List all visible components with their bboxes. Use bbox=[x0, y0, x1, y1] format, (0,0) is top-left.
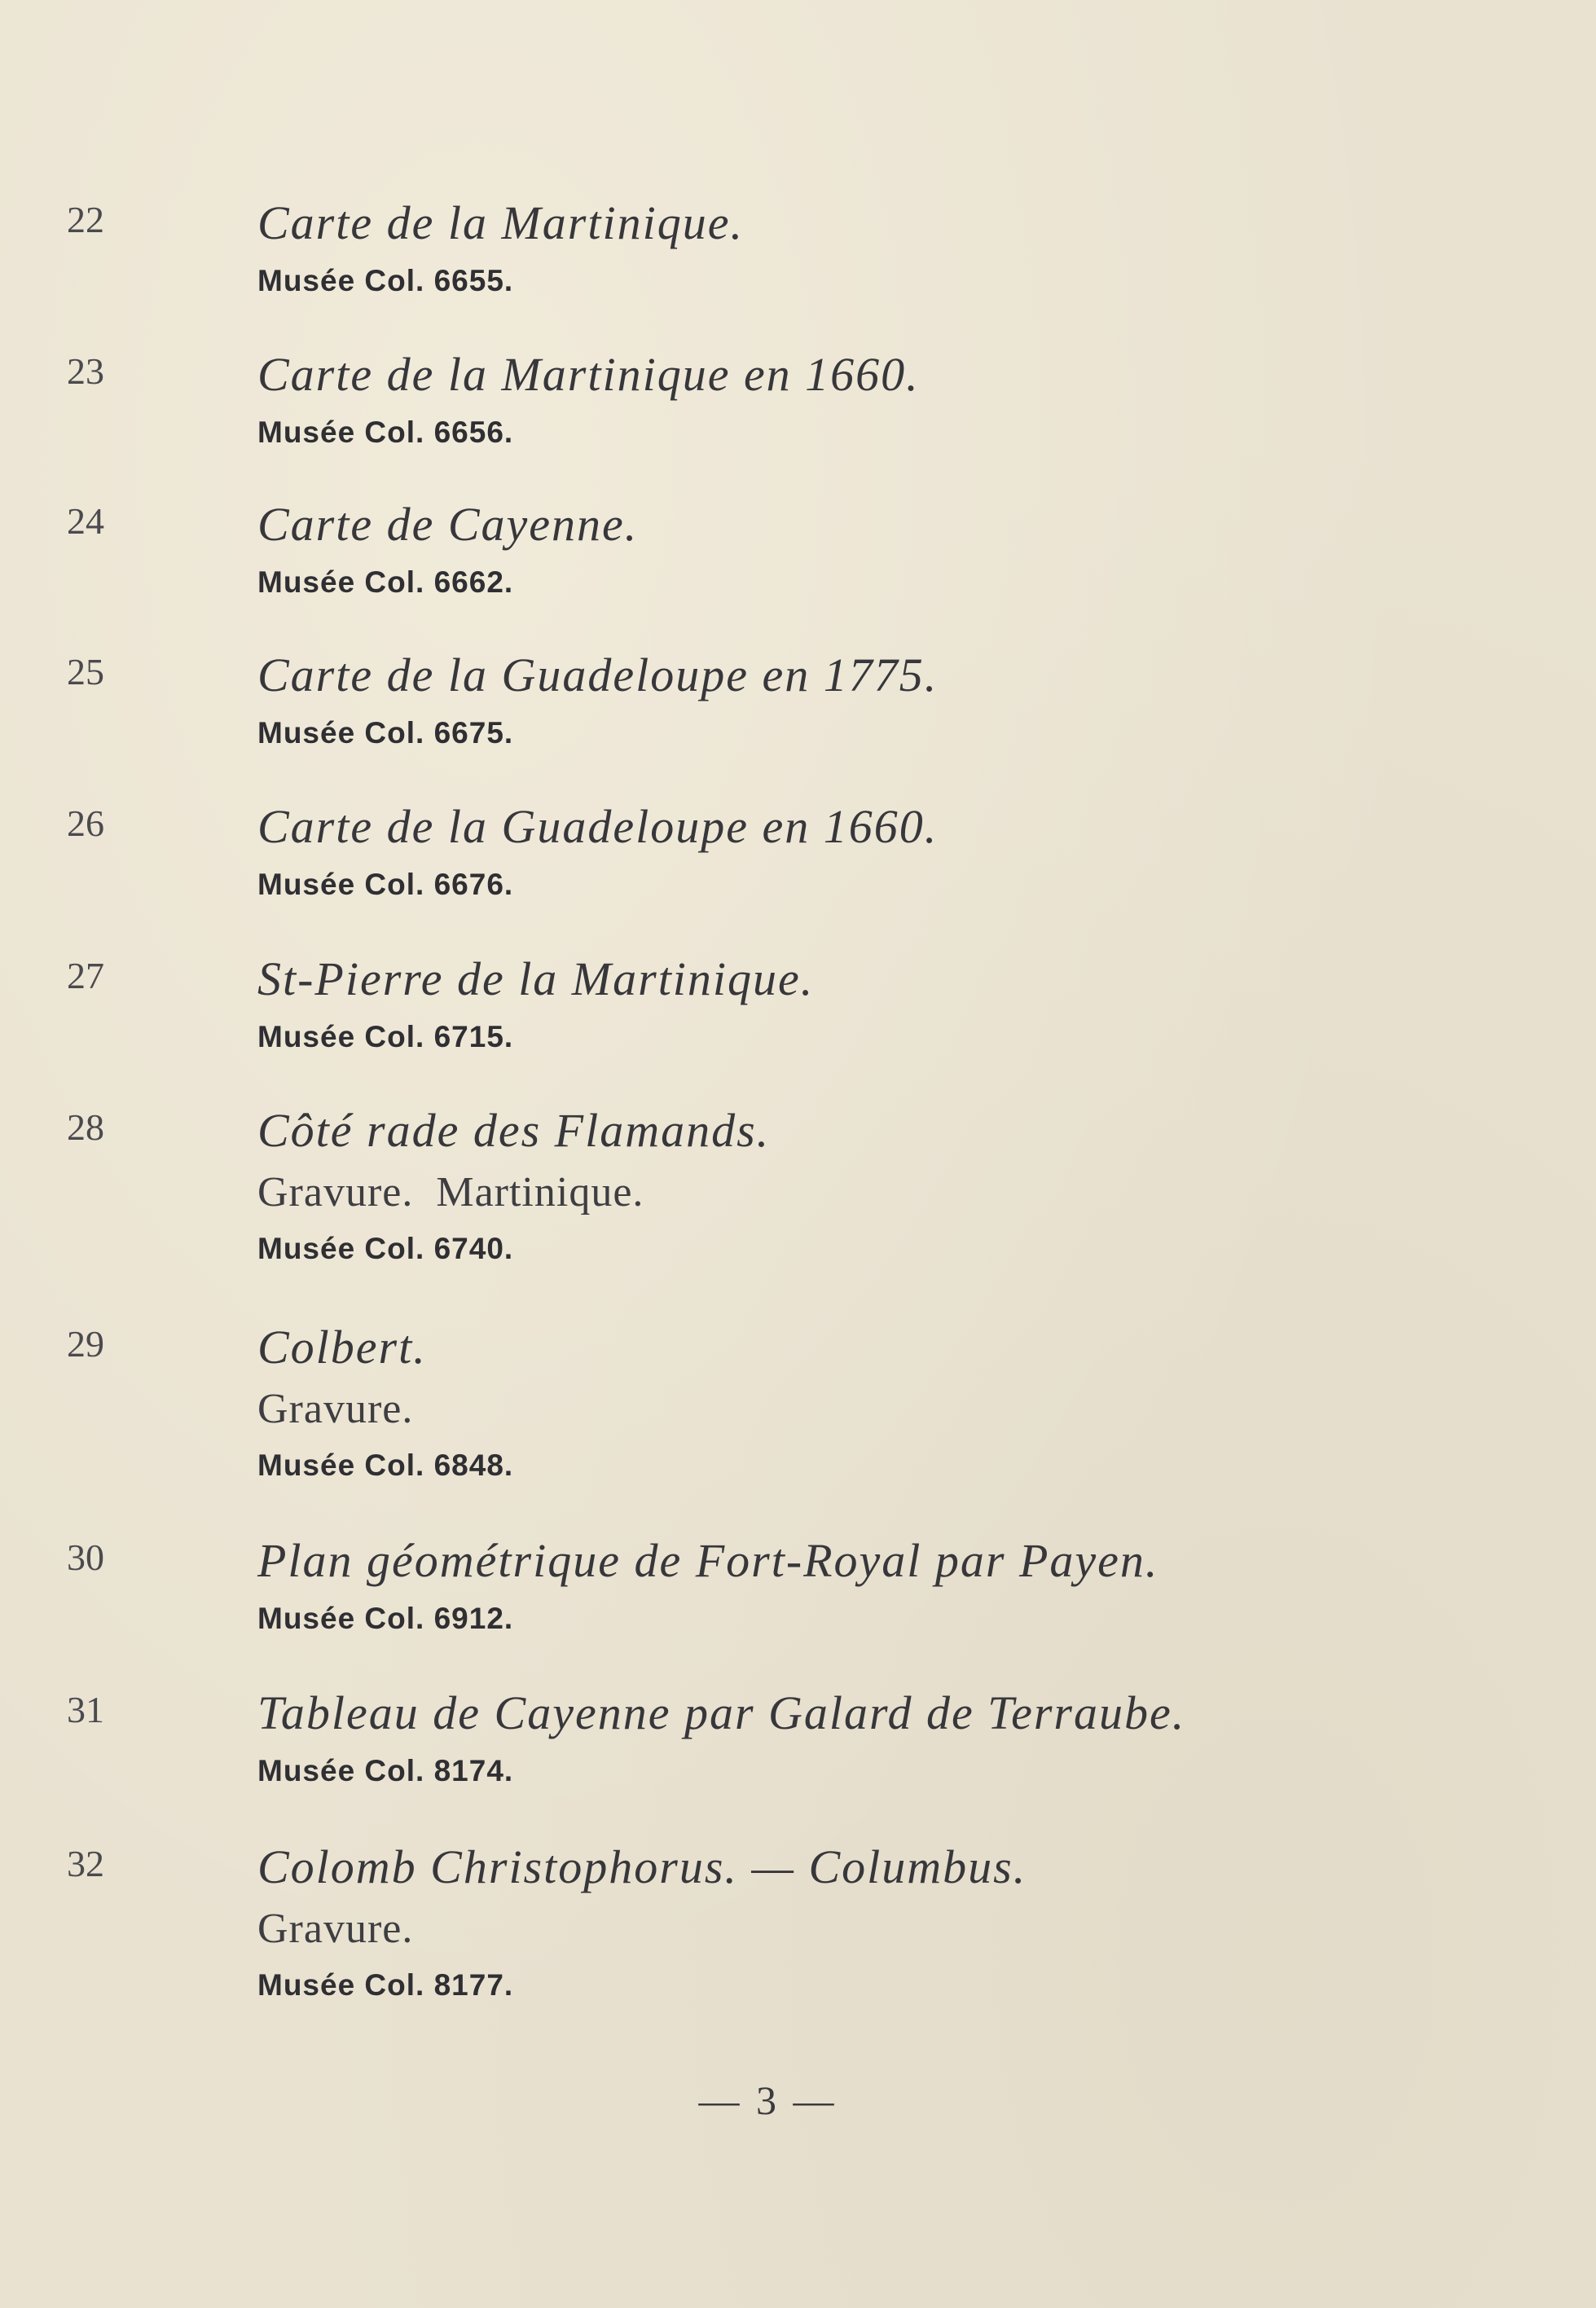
entry-reference: Musée Col. 6662. bbox=[257, 565, 514, 599]
entry-number: 31 bbox=[67, 1689, 104, 1730]
entry-number: 29 bbox=[67, 1323, 104, 1365]
entry-title: Colomb Christophorus. — Columbus. bbox=[257, 1840, 1027, 1893]
entry-title: Carte de la Martinique. bbox=[257, 196, 744, 249]
entry-title: Côté rade des Flamands. bbox=[257, 1104, 771, 1157]
entry-title: St-Pierre de la Martinique. bbox=[257, 952, 815, 1005]
entry-title: Tableau de Cayenne par Galard de Terraube. bbox=[257, 1686, 1186, 1739]
entry-title: Plan géométrique de Fort-Royal par Payen. bbox=[257, 1534, 1159, 1587]
entry-reference: Musée Col. 6740. bbox=[257, 1232, 514, 1265]
page-number: — 3 — bbox=[698, 2077, 838, 2123]
entry-reference: Musée Col. 6675. bbox=[257, 716, 514, 750]
entry-reference: Musée Col. 6848. bbox=[257, 1449, 514, 1482]
entry-reference: Musée Col. 6912. bbox=[257, 1602, 514, 1635]
entry-title: Carte de la Guadeloupe en 1660. bbox=[257, 800, 939, 853]
entry-reference: Musée Col. 8177. bbox=[257, 1968, 514, 2002]
entry-title: Carte de Cayenne. bbox=[257, 498, 639, 551]
entry-subtitle: Gravure. bbox=[257, 1386, 414, 1432]
entry-number: 24 bbox=[67, 500, 104, 542]
entry-number: 22 bbox=[67, 199, 104, 240]
entry-reference: Musée Col. 8174. bbox=[257, 1754, 514, 1787]
entry-number: 30 bbox=[67, 1536, 104, 1578]
entry-reference: Musée Col. 6655. bbox=[257, 264, 514, 297]
entry-subtitle: Gravure. bbox=[257, 1906, 414, 1952]
entry-number: 23 bbox=[67, 350, 104, 392]
entry-subtitle: Gravure. Martinique. bbox=[257, 1169, 644, 1216]
entry-title: Colbert. bbox=[257, 1321, 427, 1374]
entry-reference: Musée Col. 6676. bbox=[257, 868, 514, 901]
entry-title: Carte de la Guadeloupe en 1775. bbox=[257, 648, 939, 701]
entry-number: 25 bbox=[67, 651, 104, 692]
entry-number: 28 bbox=[67, 1106, 104, 1148]
entry-reference: Musée Col. 6656. bbox=[257, 415, 514, 449]
entry-number: 32 bbox=[67, 1843, 104, 1884]
entry-title: Carte de la Martinique en 1660. bbox=[257, 348, 920, 401]
entry-reference: Musée Col. 6715. bbox=[257, 1020, 514, 1053]
entry-number: 26 bbox=[67, 802, 104, 844]
entry-number: 27 bbox=[67, 955, 104, 996]
